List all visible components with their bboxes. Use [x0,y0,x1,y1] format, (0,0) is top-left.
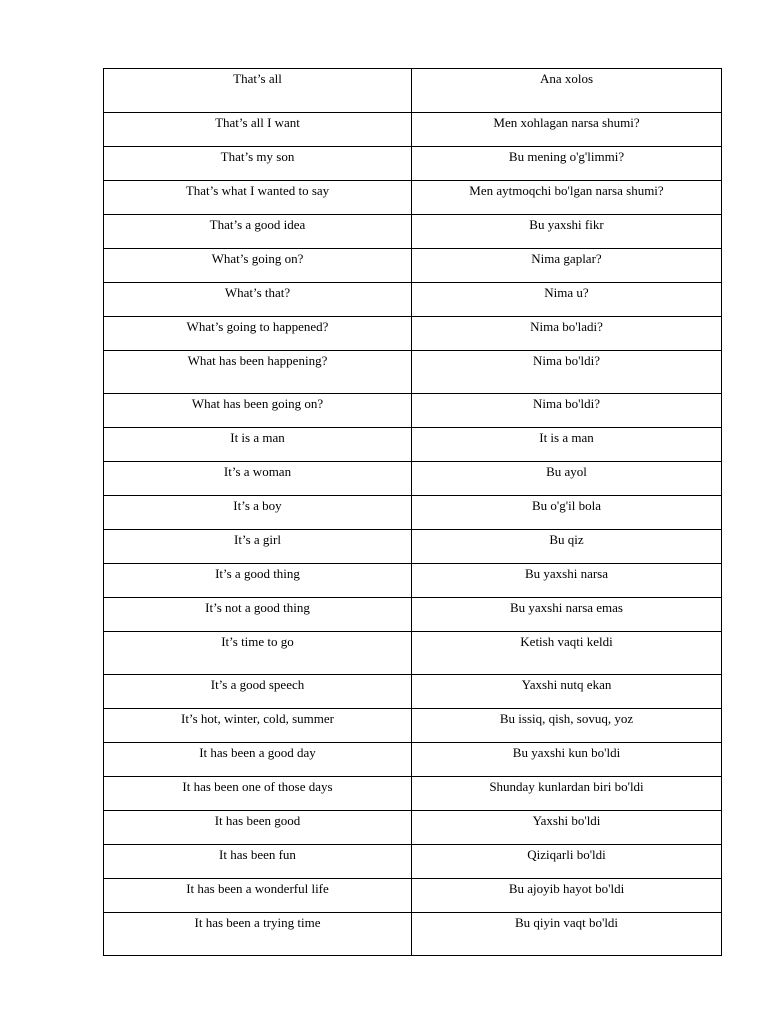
english-phrase-cell: It’s a woman [104,462,412,496]
english-phrase-cell: It is a man [104,428,412,462]
uzbek-translation-cell: Nima bo'ldi? [412,394,722,428]
english-phrase-cell: It has been a good day [104,743,412,777]
phrase-translation-table [103,68,722,956]
uzbek-translation-cell: Bu qiyin vaqt bo'ldi [412,913,722,956]
table-row [104,845,722,879]
english-phrase-cell: What’s going to happened? [104,317,412,351]
english-phrase-cell: That’s all I want [104,113,412,147]
english-phrase-cell: What has been going on? [104,394,412,428]
table-row [104,913,722,956]
table-row [104,709,722,743]
uzbek-translation-cell: Nima bo'ladi? [412,317,722,351]
table-body [104,69,722,956]
table-row [104,496,722,530]
table-row [104,181,722,215]
uzbek-translation-cell: Men aytmoqchi bo'lgan narsa shumi? [412,181,722,215]
table-row [104,113,722,147]
english-phrase-cell: It’s time to go [104,632,412,675]
uzbek-translation-cell: Yaxshi bo'ldi [412,811,722,845]
english-phrase-cell: It has been a wonderful life [104,879,412,913]
english-phrase-cell: It has been a trying time [104,913,412,956]
table-row [104,743,722,777]
uzbek-translation-cell: Ana xolos [412,69,722,113]
english-phrase-cell: It’s not a good thing [104,598,412,632]
table-row [104,147,722,181]
table-row [104,69,722,113]
uzbek-translation-cell: Shunday kunlardan biri bo'ldi [412,777,722,811]
table-row [104,351,722,394]
uzbek-translation-cell: Bu o'g'il bola [412,496,722,530]
uzbek-translation-cell: Ketish vaqti keldi [412,632,722,675]
table-row [104,564,722,598]
uzbek-translation-cell: Nima gaplar? [412,249,722,283]
table-row [104,394,722,428]
table-row [104,675,722,709]
uzbek-translation-cell: Men xohlagan narsa shumi? [412,113,722,147]
table-row [104,428,722,462]
english-phrase-cell: That’s my son [104,147,412,181]
uzbek-translation-cell: Bu yaxshi narsa emas [412,598,722,632]
english-phrase-cell: What has been happening? [104,351,412,394]
uzbek-translation-cell: Nima u? [412,283,722,317]
uzbek-translation-cell: Bu issiq, qish, sovuq, yoz [412,709,722,743]
english-phrase-cell: It has been one of those days [104,777,412,811]
table-row [104,777,722,811]
table-row [104,632,722,675]
uzbek-translation-cell: Bu ajoyib hayot bo'ldi [412,879,722,913]
uzbek-translation-cell: Bu qiz [412,530,722,564]
table-row [104,317,722,351]
table-row [104,462,722,496]
uzbek-translation-cell: Bu yaxshi kun bo'ldi [412,743,722,777]
uzbek-translation-cell: Nima bo'ldi? [412,351,722,394]
uzbek-translation-cell: Bu mening o'g'limmi? [412,147,722,181]
table-row [104,879,722,913]
english-phrase-cell: It’s a good speech [104,675,412,709]
english-phrase-cell: What’s going on? [104,249,412,283]
table-row [104,811,722,845]
english-phrase-cell: It has been fun [104,845,412,879]
english-phrase-cell: It’s a girl [104,530,412,564]
uzbek-translation-cell: Bu yaxshi narsa [412,564,722,598]
english-phrase-cell: That’s what I wanted to say [104,181,412,215]
table-row [104,249,722,283]
table-row [104,598,722,632]
table-row [104,530,722,564]
english-phrase-cell: It has been good [104,811,412,845]
uzbek-translation-cell: Yaxshi nutq ekan [412,675,722,709]
english-phrase-cell: It’s a boy [104,496,412,530]
uzbek-translation-cell: Bu yaxshi fikr [412,215,722,249]
english-phrase-cell: It’s hot, winter, cold, summer [104,709,412,743]
uzbek-translation-cell: It is a man [412,428,722,462]
table-row [104,215,722,249]
english-phrase-cell: That’s a good idea [104,215,412,249]
english-phrase-cell: That’s all [104,69,412,113]
english-phrase-cell: It’s a good thing [104,564,412,598]
uzbek-translation-cell: Bu ayol [412,462,722,496]
english-phrase-cell: What’s that? [104,283,412,317]
table-row [104,283,722,317]
uzbek-translation-cell: Qiziqarli bo'ldi [412,845,722,879]
